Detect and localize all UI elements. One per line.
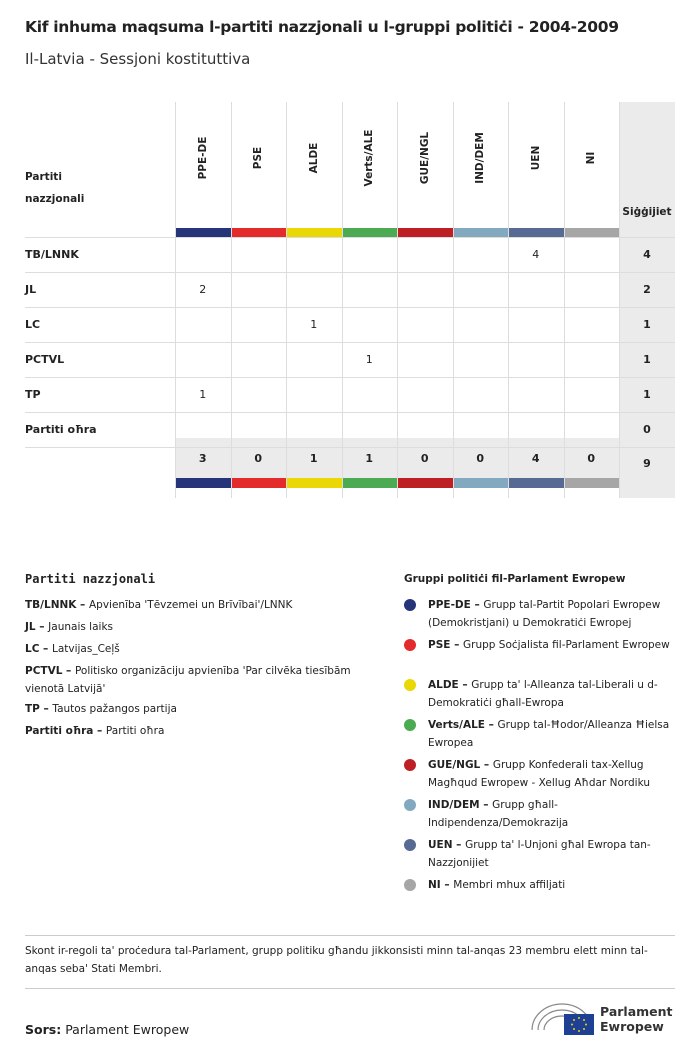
chart-title: Kif inhuma maqsuma l-partiti nazzjonali u l-gruppi politiċi - 2004-2009 <box>25 18 619 36</box>
column-total: 0 <box>254 451 263 465</box>
row-header: Partiti nazzjonali <box>25 171 85 205</box>
group-color-bar <box>509 228 564 237</box>
group-legend-item: IND/DEM – Grupp għall-Indipendenza/Demokrazija <box>428 799 569 829</box>
legend-color-dot <box>404 799 416 811</box>
row-label: LC <box>25 318 41 331</box>
group-code: GUE/NGL <box>428 759 481 771</box>
source-text: Parlament Ewropew <box>65 1022 190 1037</box>
party-name: Tautos pažangos partija <box>52 703 177 715</box>
group-name: Grupp tal-Ħodor/Alleanza Ħielsa Ewropea <box>428 719 670 749</box>
row-total: 1 <box>643 353 651 366</box>
cell-value: 1 <box>310 318 318 331</box>
hemicycle-eu-flag-icon <box>530 998 596 1038</box>
legend-color-dot <box>404 719 416 731</box>
row-total: 0 <box>643 423 651 436</box>
column-total: 0 <box>476 451 485 465</box>
source <box>25 1022 189 1037</box>
cell-value: 4 <box>532 248 540 261</box>
row-label: JL <box>25 283 37 296</box>
parliament-logo <box>530 998 680 1038</box>
group-name: Grupp ta' l-Unjoni għal Ewropa tan-Nazzjonijiet <box>428 839 651 869</box>
legend-color-dot <box>404 759 416 771</box>
row-divider <box>25 412 675 413</box>
group-code: PPE-DE <box>428 599 471 611</box>
row-total: 1 <box>643 388 651 401</box>
cell-value: 1 <box>199 388 207 401</box>
national-legend-item: PCTVL – Politisko organizāciju apvienība 'Par cilvēka tiesībām vienotā Latvijā' <box>25 665 351 695</box>
legend-color-dot <box>404 639 416 651</box>
group-color-bar <box>287 478 342 488</box>
row-label: Partiti oħra <box>25 423 97 436</box>
group-color-bar <box>343 478 398 488</box>
group-code: Verts/ALE <box>428 719 485 731</box>
group-name: Grupp ta' l-Alleanza tal-Liberali u d-Demokratiċi għall-Ewropa <box>428 679 658 709</box>
national-legend-title: Partiti nazzjonali <box>25 572 156 586</box>
row-label: TP <box>25 388 41 401</box>
group-legend-item: Verts/ALE – Grupp tal-Ħodor/Alleanza Ħielsa Ewropea <box>428 719 670 749</box>
row-divider <box>25 307 675 308</box>
group-color-bar <box>232 228 287 237</box>
chart-subtitle: Il-Latvia - Sessjoni kostituttiva <box>25 50 251 68</box>
party-name: Latvijas_Ceļš <box>51 643 120 655</box>
group-legend-item: PPE-DE – Grupp tal-Partit Popolari Ewropew (Demokristjani) u Demokratiċi Ewropej <box>428 599 661 629</box>
divider <box>25 935 675 936</box>
groups-legend-title: Gruppi politiċi fil-Parlament Ewropew <box>404 573 626 585</box>
party-code: JL <box>25 621 36 633</box>
group-header-pse: PSE <box>252 146 265 170</box>
group-legend-item: NI – Membri mhux affiljati <box>428 879 566 891</box>
party-code: LC <box>25 643 40 655</box>
group-header-alde: ALDE <box>307 142 320 174</box>
row-divider <box>25 272 675 273</box>
group-color-bar <box>509 478 564 488</box>
group-header-verts-ale: Verts/ALE <box>363 129 376 187</box>
column-total: 4 <box>531 451 540 465</box>
party-code: Partiti oħra <box>25 725 94 737</box>
legend-color-dot <box>404 599 416 611</box>
group-color-bar <box>565 478 620 488</box>
legend-color-dot <box>404 679 416 691</box>
party-code: PCTVL <box>25 665 63 677</box>
group-color-bar <box>398 228 453 237</box>
party-name: Apvienība 'Tēvzemei un Brīvībai'/LNNK <box>88 599 293 611</box>
source-label: Sors: <box>25 1022 62 1037</box>
group-legend-item: PSE – Grupp Soċjalista fil-Parlament Ewropew <box>428 639 670 651</box>
group-color-bar <box>176 478 231 488</box>
grand-total: 9 <box>643 456 651 470</box>
group-header-uen: UEN <box>529 145 542 171</box>
group-color-bar <box>398 478 453 488</box>
column-total: 1 <box>365 451 374 465</box>
group-code: PSE <box>428 639 451 651</box>
group-header-ind-dem: IND/DEM <box>474 132 487 184</box>
divider <box>25 988 675 989</box>
row-divider <box>25 447 675 448</box>
group-legend-item: UEN – Grupp ta' l-Unjoni għal Ewropa tan-Nazzjonijiet <box>428 839 651 869</box>
group-code: UEN <box>428 839 453 851</box>
group-legend-item: ALDE – Grupp ta' l-Alleanza tal-Liberali u d-Demokratiċi għall-Ewropa <box>428 679 658 709</box>
group-color-bar <box>454 228 509 237</box>
group-code: NI <box>428 879 441 891</box>
group-color-bar <box>232 478 287 488</box>
column-total: 0 <box>420 451 429 465</box>
group-name: Grupp Konfederali tax-Xellug Magħqud Ewropew - Xellug Aħdar Nordiku <box>428 759 650 789</box>
group-header-ni: NI <box>585 151 598 165</box>
national-legend-item: TP – Tautos pažangos partija <box>25 703 177 715</box>
group-color-bar <box>454 478 509 488</box>
group-name: Grupp tal-Partit Popolari Ewropew (Demokristjani) u Demokratiċi Ewropej <box>428 599 661 629</box>
row-divider <box>25 377 675 378</box>
national-legend-item: JL – Jaunais laiks <box>25 621 113 633</box>
logo-text: Parlament Ewropew <box>600 1004 673 1034</box>
column-total: 3 <box>198 451 207 465</box>
row-total: 1 <box>643 318 651 331</box>
header-divider <box>25 237 675 238</box>
row-total: 4 <box>643 248 651 261</box>
national-legend-item: TB/LNNK – Apvienība 'Tēvzemei un Brīvībai'/LNNK <box>25 599 293 611</box>
group-legend-item: GUE/NGL – Grupp Konfederali tax-Xellug Magħqud Ewropew - Xellug Aħdar Nordiku <box>428 759 650 789</box>
seat-table <box>25 102 675 498</box>
group-code: IND/DEM <box>428 799 480 811</box>
party-name: Jaunais laiks <box>48 621 113 633</box>
column-total: 0 <box>587 451 596 465</box>
group-header-gue-ngl: GUE/NGL <box>418 131 431 185</box>
national-legend-item: LC – Latvijas_Ceļš <box>25 643 120 655</box>
group-name: Grupp għall-Indipendenza/Demokrazija <box>428 799 569 829</box>
legend-color-dot <box>404 879 416 891</box>
column-total: 1 <box>309 451 318 465</box>
cell-value: 1 <box>365 353 373 366</box>
total-header: Siġġijiet <box>622 206 672 218</box>
group-name: Grupp Soċjalista fil-Parlament Ewropew <box>463 639 670 651</box>
group-code: ALDE <box>428 679 459 691</box>
row-label: TB/LNNK <box>25 248 79 261</box>
party-name: Politisko organizāciju apvienība 'Par cilvēka tiesībām vienotā Latvijā' <box>25 665 351 695</box>
group-color-bar <box>343 228 398 237</box>
party-code: TB/LNNK <box>25 599 77 611</box>
group-color-bar <box>176 228 231 237</box>
footnote: Skont ir-regoli ta' proċedura tal-Parlament, grupp politiku għandu jikkonsisti minn tal-anqas 23 membru elett minn tal-anqas seba' Stati Membri. <box>25 945 648 975</box>
group-color-bar <box>565 228 620 237</box>
cell-value: 2 <box>199 283 207 296</box>
group-header-ppe-de: PPE-DE <box>196 136 209 180</box>
group-name: Membri mhux affiljati <box>453 879 566 891</box>
party-name: Partiti oħra <box>105 725 165 737</box>
group-color-bar <box>287 228 342 237</box>
row-total: 2 <box>643 283 651 296</box>
row-label: PCTVL <box>25 353 65 366</box>
legend-color-dot <box>404 839 416 851</box>
party-code: TP <box>25 703 40 715</box>
national-legend-item: Partiti oħra – Partiti oħra <box>25 725 165 737</box>
